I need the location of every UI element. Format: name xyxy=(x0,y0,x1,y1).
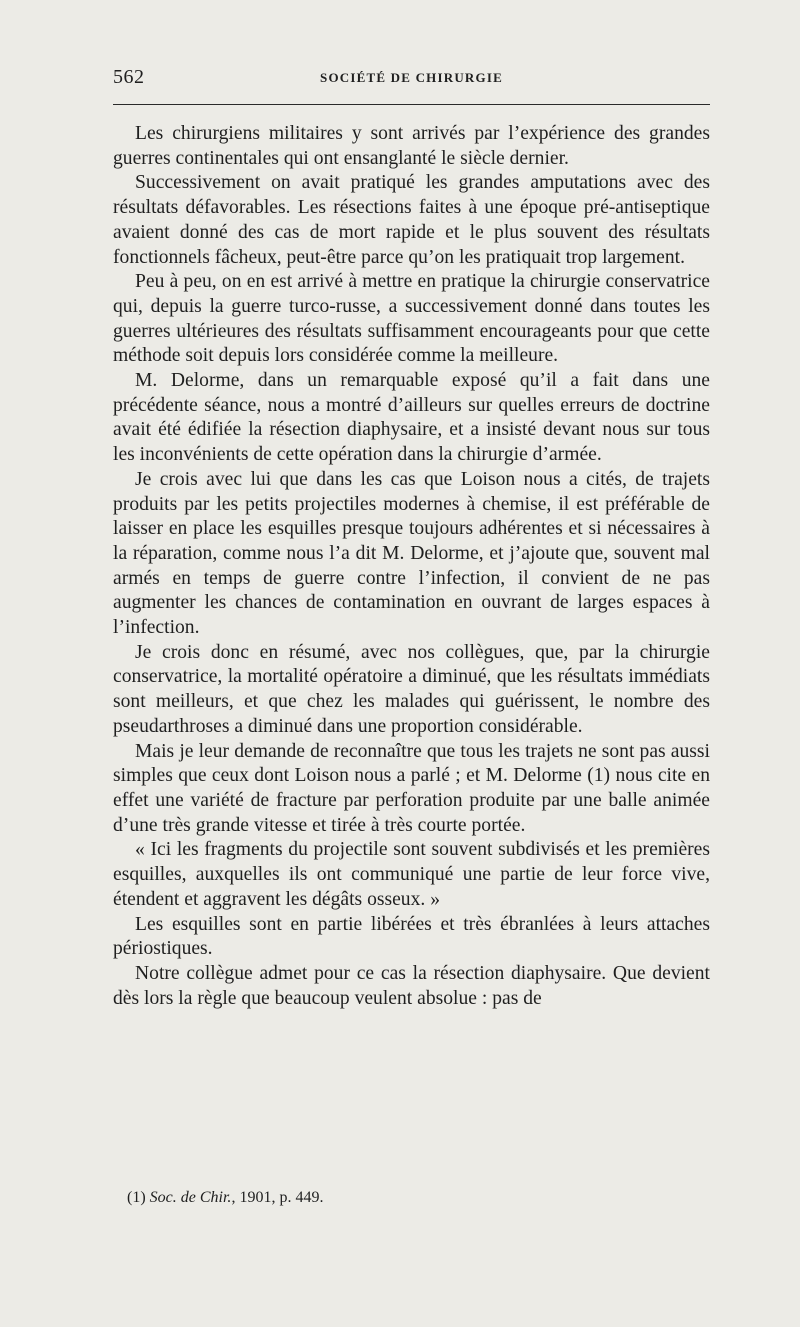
header-rule xyxy=(113,104,710,105)
footnote-journal: Soc. de Chir. xyxy=(149,1189,232,1206)
footnote-marker: (1) xyxy=(127,1189,146,1206)
paragraph: Les chirurgiens militaires y sont arrivés par l’expérience des grandes guerres continentales qui ont ensanglanté le siècle dernier. xyxy=(113,123,710,169)
page-number: 562 xyxy=(113,66,145,88)
body-text xyxy=(113,122,710,1011)
running-head: SOCIÉTÉ DE CHIRURGIE xyxy=(320,70,503,85)
footnote-citation: , 1901, p. 449. xyxy=(231,1189,324,1206)
paragraph: Mais je leur demande de reconnaître que tous les trajets ne sont pas aussi simples que ceux dont Loison nous a parlé ; et M. Delorme (1) nous cite en effet une variété de fracture par perforation produite par une balle animée d’une très grande vitesse et tirée à très courte portée. xyxy=(113,740,710,836)
paragraph: Les esquilles sont en partie libérées et très ébranlées à leurs attaches périostiques. xyxy=(113,913,710,960)
footnote xyxy=(127,1189,323,1207)
paragraph: Notre collègue admet pour ce cas la résection diaphysaire. Que devient dès lors la règle que beaucoup veulent absolue : pas de xyxy=(113,962,710,1009)
paragraph: Je crois avec lui que dans les cas que Loison nous a cités, de trajets produits par les petits projectiles modernes à chemise, il est préférable de laisser en place les esquilles presque toujours adhérentes et si nécessaires à la réparation, comme nous l’a dit M. Delorme, et j’ajoute que, souvent mal armés en temps de guerre contre l’infection, il convient de ne pas augmenter les chances de contamination en ouvrant de larges espaces à l’infection. xyxy=(113,468,710,639)
paragraph: Successivement on avait pratiqué les grandes amputations avec des résultats défavorables. Les résections faites à une époque pré-antiseptique avaient donné des cas de mort rapide et le plus souvent des résultats fonctionnels fâcheux, peut-être parce qu’on les pratiquait trop largement. xyxy=(113,172,710,268)
paragraph: Peu à peu, on en est arrivé à mettre en pratique la chirurgie conservatrice qui, depuis la guerre turco-russe, a successivement donné dans toutes les guerres ultérieures des résultats suffisamment encourageants pour que cette méthode soit depuis lors considérée comme la meilleure. xyxy=(113,271,710,367)
page-header xyxy=(113,62,710,92)
paragraph: M. Delorme, dans un remarquable exposé qu’il a fait dans une précédente séance, nous a montré d’ailleurs sur quelles erreurs de doctrine avait été édifiée la résection diaphysaire, et a insisté devant nous sur tous les inconvénients de cette opération dans la chirurgie d’armée. xyxy=(113,370,710,466)
paragraph: Je crois donc en résumé, avec nos collègues, que, par la chirurgie conservatrice, la mortalité opératoire a diminué, que les résultats immédiats sont meilleurs, et que chez les malades qui guérissent, le nombre des pseudarthroses a diminué dans une proportion considérable. xyxy=(113,641,710,737)
paragraph: « Ici les fragments du projectile sont souvent subdivisés et les premières esquilles, auxquelles ils ont communiqué une partie de leur force vive, étendent et aggravent les dégâts osseux. » xyxy=(113,839,710,910)
